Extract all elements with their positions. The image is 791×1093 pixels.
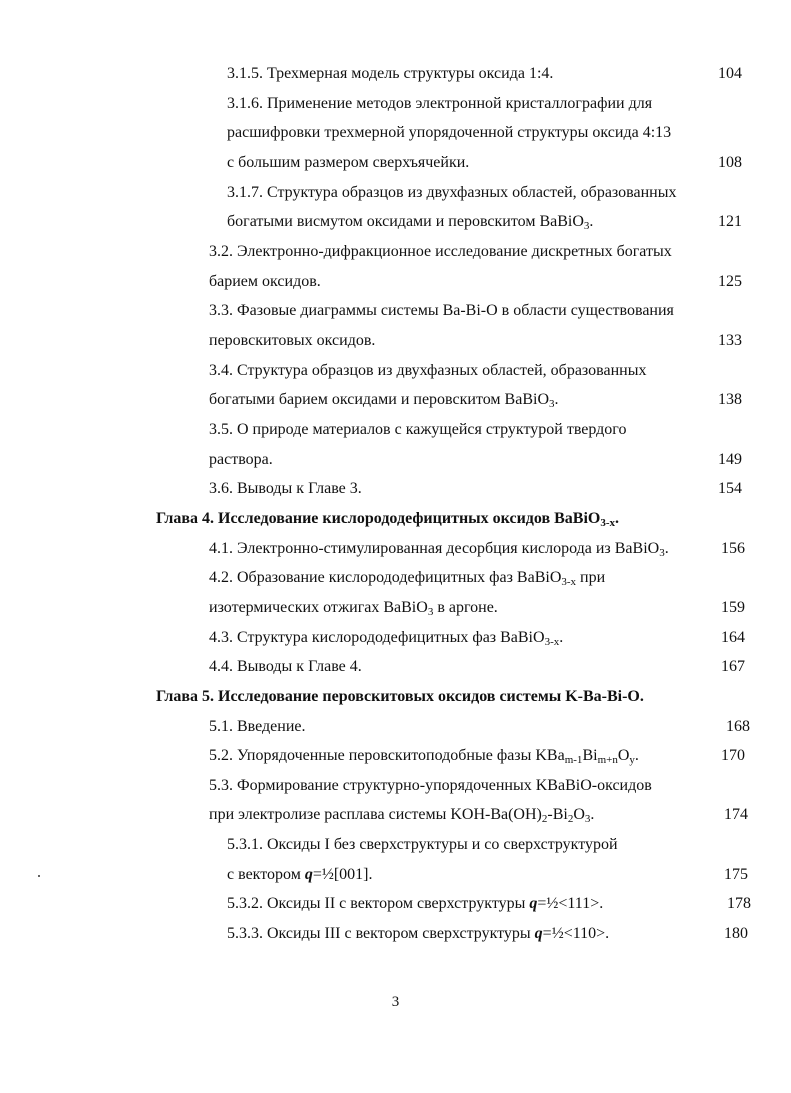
toc-entry-title: 4.2. Образование кислорододефицитных фаз BaBiO$_{3-x}$ при	[209, 569, 606, 588]
toc-entry	[0, 297, 791, 325]
toc-entry	[0, 653, 791, 681]
toc-entry	[0, 268, 791, 296]
toc-entry-title: Глава 4. Исследование кислорододефицитных оксидов BaBiO$_{3-x}$.	[156, 510, 620, 529]
toc-entry	[0, 327, 791, 355]
toc-page-number: 174	[724, 806, 748, 823]
toc-entry	[0, 505, 791, 533]
toc-entry-title: 3.4. Структура образцов из двухфазных областей, образованных	[209, 362, 647, 379]
toc-entry-title: 3.1.5. Трехмерная модель структуры оксида 1:4.	[227, 65, 554, 82]
toc-page-number: 175	[724, 866, 748, 883]
toc-entry-title: 4.1. Электронно-стимулированная десорбция кислорода из BaBiO$_3$.	[209, 540, 669, 559]
toc-entry-title: изотермических отжигах BaBiO$_3$ в аргоне.	[209, 599, 498, 618]
toc-page-number: 164	[721, 629, 745, 646]
toc-page-number: 138	[718, 391, 742, 408]
toc-page-number: 149	[718, 451, 742, 468]
toc-entry	[0, 683, 791, 711]
scan-speck	[38, 875, 40, 877]
toc-entry	[0, 446, 791, 474]
toc-entry-title: 3.5. О природе материалов с кажущейся структурой твердого	[209, 421, 627, 438]
toc-entry	[0, 386, 791, 414]
toc-entry-title: 3.1.7. Структура образцов из двухфазных областей, образованных	[227, 184, 677, 201]
toc-entry-title: богатыми висмутом оксидами и перовскитом BaBiO$_3$.	[227, 213, 594, 232]
page-number: 3	[391, 994, 400, 1010]
toc-entry-title: 5.3.2. Оксиды II с вектором сверхструктуры q=½<111>.	[227, 895, 604, 912]
toc-entry	[0, 920, 791, 948]
toc-page-number: 133	[718, 332, 742, 349]
toc-page-number: 178	[727, 895, 751, 912]
toc-entry-title: 4.4. Выводы к Главе 4.	[209, 658, 362, 675]
toc-entry-title: 3.2. Электронно-дифракционное исследование дискретных богатых	[209, 243, 672, 260]
toc-page-number: 159	[721, 599, 745, 616]
toc-entry	[0, 60, 791, 88]
toc-entry	[0, 535, 791, 563]
toc-entry-title: 5.3. Формирование структурно-упорядоченных KBaBiO-оксидов	[209, 777, 652, 794]
toc-entry-title: 5.3.3. Оксиды III с вектором сверхструктуры q=½<110>.	[227, 925, 610, 942]
toc-page-number: 104	[718, 65, 742, 82]
toc-entry	[0, 416, 791, 444]
toc-entry-title: с вектором q=½[001].	[227, 866, 373, 883]
toc-entry-title: 5.2. Упорядоченные перовскитоподобные фазы $KBa_{m-1}Bi_{m+n}O_y$.	[209, 747, 639, 766]
toc-entry	[0, 772, 791, 800]
toc-entry	[0, 890, 791, 918]
toc-entry-title: 5.1. Введение.	[209, 718, 306, 735]
toc-entry-title: 5.3.1. Оксиды I без сверхструктуры и со сверхструктурой	[227, 836, 618, 853]
toc-page-number: 125	[718, 273, 742, 290]
toc-page-number: 108	[718, 154, 742, 171]
toc-entry	[0, 208, 791, 236]
toc-entry-title: при электролизе расплава системы KOH-$Ba(OH)_2-Bi_2O_3$.	[209, 806, 595, 825]
toc-entry	[0, 624, 791, 652]
toc-page-number: 167	[721, 658, 745, 675]
toc-page-number: 180	[724, 925, 748, 942]
toc-entry	[0, 90, 791, 118]
toc-entry-title: Глава 5. Исследование перовскитовых оксидов системы K-Ba-Bi-O.	[156, 688, 644, 705]
toc-entry-title: 3.3. Фазовые диаграммы системы Ba-Bi-O в области существования	[209, 302, 674, 319]
toc-entry-title: богатыми барием оксидами и перовскитом BaBiO$_3$.	[209, 391, 559, 410]
toc-page-number: 121	[718, 213, 742, 230]
toc-entry	[0, 475, 791, 503]
toc-entry	[0, 149, 791, 177]
toc-entry	[0, 357, 791, 385]
toc-entry	[0, 713, 791, 741]
toc-entry-title: расшифровки трехмерной упорядоченной структуры оксида 4:13	[227, 124, 672, 141]
toc-entry-title: раствора.	[209, 451, 273, 468]
toc-entry	[0, 801, 791, 829]
toc-entry-title: барием оксидов.	[209, 273, 321, 290]
toc-entry	[0, 831, 791, 859]
toc-entry-title: с большим размером сверхъячейки.	[227, 154, 470, 171]
toc-entry	[0, 861, 791, 889]
toc-entry	[0, 238, 791, 266]
toc-entry	[0, 179, 791, 207]
toc-entry	[0, 594, 791, 622]
toc-entry-title: 3.1.6. Применение методов электронной кристаллографии для	[227, 95, 653, 112]
toc-page-number: 154	[718, 480, 742, 497]
toc-page-number: 170	[721, 747, 745, 764]
toc-entry	[0, 742, 791, 770]
toc-page-number: 156	[721, 540, 745, 557]
toc-entry-title: 4.3. Структура кислорододефицитных фаз BaBiO$_{3-x}$.	[209, 629, 564, 648]
toc-entry	[0, 119, 791, 147]
toc-entry	[0, 564, 791, 592]
toc-entry-title: перовскитовых оксидов.	[209, 332, 376, 349]
toc-page-number: 168	[726, 718, 750, 735]
toc-entry-title: 3.6. Выводы к Главе 3.	[209, 480, 362, 497]
